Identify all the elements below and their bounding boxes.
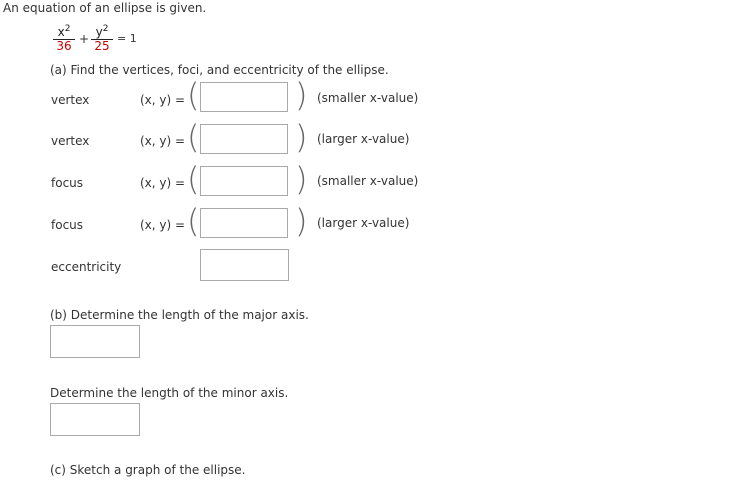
eccentricity-input[interactable] bbox=[200, 249, 289, 281]
y-denominator: 25 bbox=[94, 39, 110, 53]
right-paren: ) bbox=[295, 118, 308, 156]
larger-x-note: (larger x-value) bbox=[317, 216, 410, 230]
vertex-label: vertex bbox=[51, 134, 90, 148]
focus-label: focus bbox=[51, 176, 84, 190]
eccentricity-label: eccentricity bbox=[51, 260, 122, 274]
smaller-x-note: (smaller x-value) bbox=[317, 174, 419, 188]
coordinate-label: (x, y) = bbox=[140, 218, 186, 232]
left-paren: ( bbox=[187, 76, 200, 114]
vertex-label: vertex bbox=[51, 93, 90, 107]
y-variable: y bbox=[95, 25, 103, 39]
y-exponent: 2 bbox=[102, 24, 109, 34]
equals-one: = 1 bbox=[117, 32, 137, 45]
plus-sign: + bbox=[79, 32, 90, 46]
part-b-major-prompt: (b) Determine the length of the major axis. bbox=[50, 308, 309, 322]
focus-smaller-input[interactable] bbox=[200, 166, 288, 196]
part-b-minor-prompt: Determine the length of the minor axis. bbox=[50, 386, 289, 400]
larger-x-note: (larger x-value) bbox=[317, 132, 410, 146]
left-paren: ( bbox=[187, 160, 200, 198]
focus-label: focus bbox=[51, 218, 84, 232]
coordinate-label: (x, y) = bbox=[140, 176, 186, 190]
fraction-x bbox=[53, 26, 75, 53]
part-a-prompt: (a) Find the vertices, foci, and eccentricity of the ellipse. bbox=[50, 63, 389, 77]
x-variable: x bbox=[57, 25, 65, 39]
x-exponent: 2 bbox=[64, 24, 71, 34]
smaller-x-note: (smaller x-value) bbox=[317, 91, 419, 105]
x-denominator: 36 bbox=[56, 39, 72, 53]
left-paren: ( bbox=[187, 118, 200, 156]
part-c-prompt: (c) Sketch a graph of the ellipse. bbox=[50, 463, 246, 477]
coordinate-label: (x, y) = bbox=[140, 134, 186, 148]
focus-larger-input[interactable] bbox=[200, 208, 288, 238]
right-paren: ) bbox=[295, 76, 308, 114]
major-axis-input[interactable] bbox=[50, 325, 140, 358]
minor-axis-input[interactable] bbox=[50, 403, 140, 436]
right-paren: ) bbox=[295, 160, 308, 198]
right-paren: ) bbox=[295, 202, 308, 240]
left-paren: ( bbox=[187, 202, 200, 240]
problem-intro: An equation of an ellipse is given. bbox=[3, 1, 207, 15]
coordinate-label: (x, y) = bbox=[140, 93, 186, 107]
fraction-y bbox=[91, 26, 113, 53]
vertex-larger-input[interactable] bbox=[200, 124, 288, 154]
vertex-smaller-input[interactable] bbox=[200, 82, 288, 112]
